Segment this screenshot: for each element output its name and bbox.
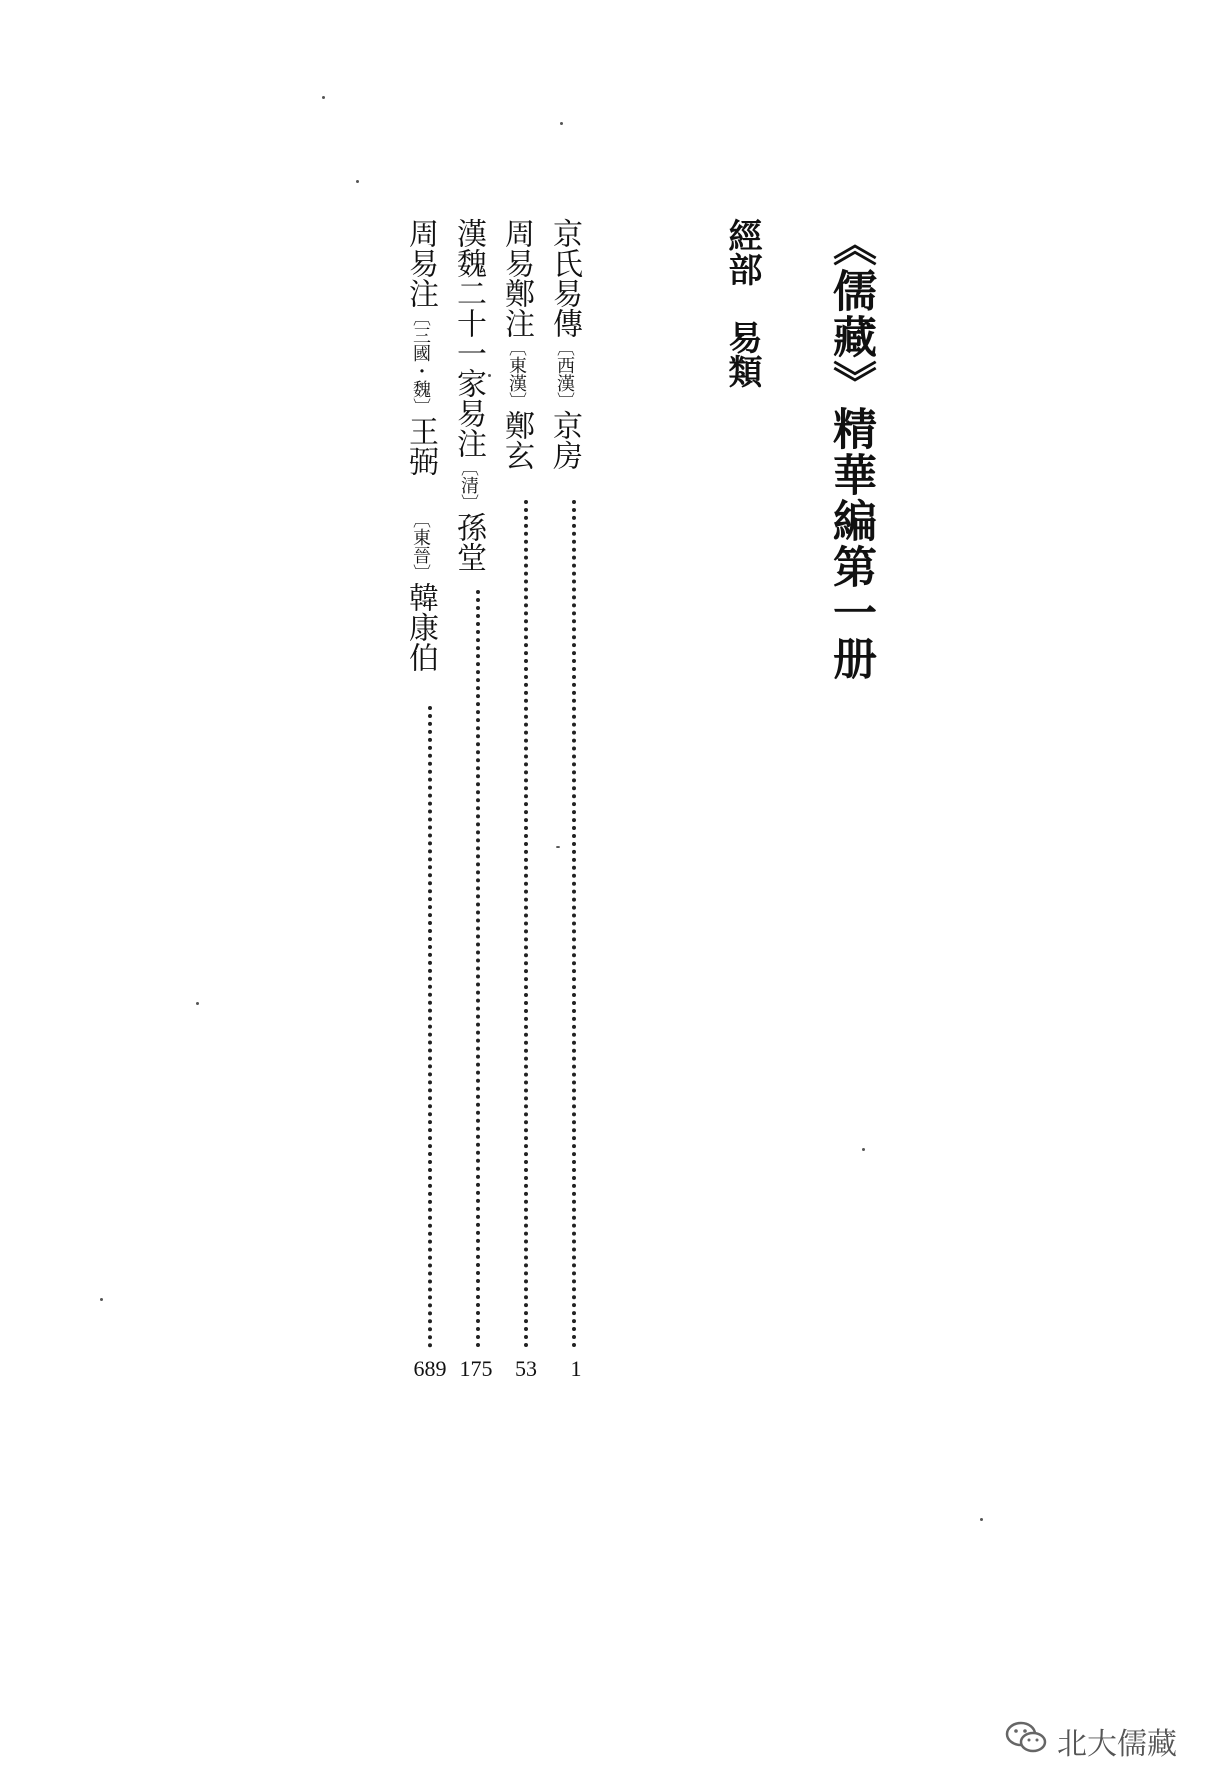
watermark-text: 北大儒藏: [1057, 1727, 1177, 1762]
dot-leader: [572, 500, 576, 1348]
page-number: 1: [570, 1356, 582, 1381]
scan-speck: [322, 96, 325, 99]
entry-title: 漢魏二十一家易注: [451, 218, 486, 458]
page-number: 689: [413, 1356, 447, 1381]
dot-leader: [524, 500, 528, 1348]
section-category: 易類: [722, 320, 762, 388]
book-title: 《儒藏》精華編第一册: [825, 222, 876, 682]
entry-author: 王弼: [403, 416, 438, 476]
page-number: 53: [515, 1356, 537, 1381]
page-number: 175: [459, 1356, 493, 1381]
section-heading: [718, 218, 767, 388]
scan-speck: [196, 1002, 199, 1005]
watermark: [1005, 1719, 1177, 1763]
entry-title: 京氏易傳: [547, 218, 582, 338]
scan-speck: [488, 374, 491, 377]
entry-author: 鄭玄: [499, 410, 534, 470]
scan-speck: [862, 1148, 865, 1151]
scan-speck: [100, 1298, 103, 1301]
entry-author: 京房: [547, 410, 582, 470]
toc-entry[interactable]: [494, 218, 538, 470]
entry-period: 〔清〕: [458, 458, 479, 512]
entry-title: 周易注: [403, 218, 438, 308]
toc-entry[interactable]: [446, 218, 490, 572]
entry-period: 〔三國・魏〕: [410, 308, 431, 416]
entry-period-secondary: 〔東晉〕: [410, 510, 431, 582]
scan-speck: [980, 1518, 983, 1521]
toc-entry[interactable]: [542, 218, 586, 470]
section-part: 經部: [722, 218, 762, 286]
wechat-icon: [1005, 1720, 1047, 1762]
entry-period: 〔東漢〕: [506, 338, 527, 410]
dot-leader: [428, 706, 432, 1348]
toc-entry[interactable]: [398, 218, 442, 672]
entry-title: 周易鄭注: [499, 218, 534, 338]
entry-author: 孫堂: [451, 512, 486, 572]
entry-author-secondary: 韓康伯: [403, 582, 438, 672]
scan-speck: [556, 846, 560, 848]
entry-period: 〔西漢〕: [554, 338, 575, 410]
scan-speck: [356, 180, 359, 183]
dot-leader: [476, 590, 480, 1348]
scan-speck: [560, 122, 563, 125]
